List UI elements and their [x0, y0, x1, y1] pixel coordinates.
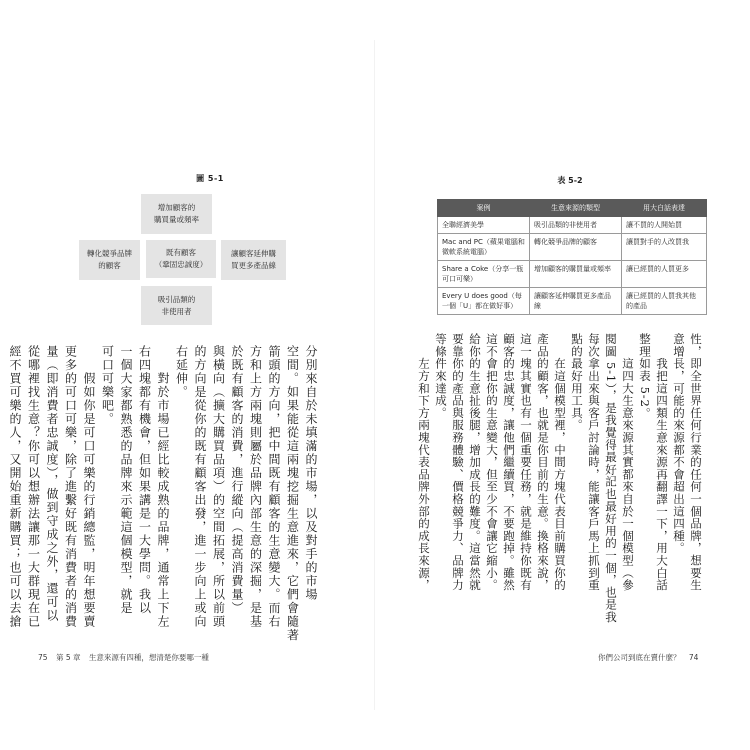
text-column: 左方和下方兩塊代表品牌外部的成長來源， [417, 333, 431, 592]
diagram-left-line1: 轉化競爭品牌 [87, 249, 132, 258]
table-cell: Every U does good（每一個「U」都在做好事） [438, 288, 530, 315]
table-row [438, 288, 707, 315]
text-column: 每次拿出來與客戶討論時，能讓客戶馬上抓到重 [587, 333, 601, 592]
table-header-row [438, 200, 707, 217]
text-column: 等條件來達成。 [434, 333, 448, 420]
diagram-box-right [221, 240, 286, 280]
footer-left [38, 652, 215, 663]
table-5-2 [437, 199, 707, 315]
diagram-center-line1: 既有顧客 [166, 248, 196, 257]
table-cell: 讓不買的人開始買 [622, 217, 707, 234]
table-cell: Mac and PC（蘋果電腦和微軟系統電腦） [438, 234, 530, 261]
footer-right [598, 652, 704, 663]
text-column: 這四大生意來源其實都來自於一個模型（參 [621, 333, 635, 592]
table-row [438, 261, 707, 288]
text-column: 經不買可樂的人，又開始重新購買；也可以去搶 [8, 345, 22, 629]
text-column: 整理如表 5-2。 [638, 333, 652, 420]
table-header-cell: 案例 [438, 200, 530, 217]
table-cell: 讓已經買的人買更多 [622, 261, 707, 288]
table-header-cell: 生意來源的類型 [530, 200, 622, 217]
diagram-center-line2: （鞏固忠誠度） [154, 260, 208, 269]
page-number-left: 75 [38, 653, 48, 662]
text-column: 與橫向（擴大購買品項）的空間拓展，所以前頭 [211, 345, 226, 629]
text-column: 更多的可口可樂，除了進繫好既有消費者的消費 [63, 345, 78, 629]
text-column: 對於市場已經比較成熟的品牌，通常上下左 [156, 345, 170, 629]
table-header-cell: 用大白話表達 [622, 200, 707, 217]
text-column: 右延伸。 [174, 345, 189, 399]
text-column: 空間。如果能從這兩塊挖掘生意進來，它們會隨著 [285, 345, 300, 642]
table-cell: 讓買對手的人改買我 [622, 234, 707, 261]
text-column: 性，即全世界任何行業的任何一個品牌，想要生 [689, 333, 703, 592]
figure-title: 圖 5-1 [196, 174, 224, 183]
right-page-body [415, 333, 704, 633]
table-cell: 轉化競爭品牌的顧客 [530, 234, 622, 261]
table-cell: 吸引品類的非使用者 [530, 217, 622, 234]
diagram-box-left [79, 240, 140, 280]
running-title-right: 你們公司到底在賣什麼？ [598, 653, 681, 662]
text-column: 產品的顧客，也就是你目前的生意。換格來說， [536, 333, 550, 592]
page-gutter [374, 40, 375, 710]
text-column: 顧客的忠誠度，讓他們繼續買，不要跑掉。雖然 [502, 333, 516, 592]
text-column: 的方向是從你的既有顧客出發，進一步向上或向 [193, 345, 207, 629]
text-column: 分別來自於未填滿的市場，以及對手的市場 [304, 345, 318, 602]
text-column: 給你的生意扯後腿，增加成長的難度。這當然就 [468, 333, 482, 592]
text-column: 在這個模型裡，中間方塊代表目前購買你的 [553, 333, 567, 592]
text-column: 這一塊其實也有一個重要任務，就是維持你既有 [519, 333, 533, 592]
diagram-left-line2: 的顧客 [98, 261, 121, 270]
running-title-left: 生意來源有四種，想清楚你要哪一種 [88, 653, 209, 662]
text-column: 於既有顧客的消費，進行縱向（提高消費量） [230, 345, 244, 615]
diagram-bottom-line1: 吸引品類的 [157, 294, 196, 304]
text-column: 點的最好用工具。 [570, 333, 584, 432]
table-title: 表 5-2 [557, 176, 583, 185]
diagram-top-line1: 增加顧客的 [157, 203, 196, 212]
diagram-box-bottom [141, 286, 212, 325]
diagram-right-line1: 讓顧客延伸購 [231, 249, 276, 258]
text-column: 假如你是可口可樂的行銷總監，明年想要賣 [82, 345, 96, 629]
diagram-top-line2: 購買量或頻率 [154, 215, 199, 224]
left-page-body [6, 345, 321, 642]
text-column: 我把這四類生意來源再翻譯一下，用大白話 [655, 333, 669, 592]
text-column: 方和上方兩塊則屬於品牌內部生意的深掘，是基 [248, 345, 263, 629]
table-cell: 增加顧客的購買量或頻率 [530, 261, 622, 288]
table-cell: 全聯經濟美學 [438, 217, 530, 234]
diagram-right-line2: 買更多產品線 [231, 261, 276, 270]
text-column: 閱圖 5-1），是我覺得最好記也最好用的一個，也是我 [604, 333, 618, 624]
text-column: 從哪裡找生意？你可以想辦法讓那一大群現在已 [26, 345, 41, 629]
text-column: 右四塊都有機會，但如果講是一大學問。我以 [137, 345, 152, 615]
text-column: 這不會把你的生意變大，但至少不會讓它縮小。 [485, 333, 499, 592]
table-cell: 讓已經買的人買我其他的產品 [622, 288, 707, 315]
text-column: 可口可樂吧。 [100, 345, 115, 426]
text-column: 量（即消費者忠誠度），做到守成之外，還可以 [45, 345, 59, 623]
page-number-right: 74 [688, 653, 699, 662]
text-column: 一個大家都熟悉的品牌來示範這個模型，就是 [119, 345, 133, 615]
chapter-label: 第 5 章 [55, 653, 81, 662]
table-row [438, 234, 707, 261]
table-cell: Share a Coke（分享一瓶可口可樂） [438, 261, 530, 288]
text-column: 箭頭的方向，把中間既有顧客的生意變大。而右 [267, 345, 281, 629]
text-column: 意增長，可能的來源都不會超出這四種。 [672, 333, 686, 555]
diagram-bottom-line2: 非使用者 [161, 306, 192, 316]
text-column: 要靠你的產品與服務體驗、價格競爭力、品牌力 [451, 333, 465, 592]
diagram-box-top [141, 194, 212, 234]
table-cell: 讓顧客延伸購買更多產品線 [530, 288, 622, 315]
diagram-box-center [146, 240, 216, 278]
table-row [438, 217, 707, 234]
